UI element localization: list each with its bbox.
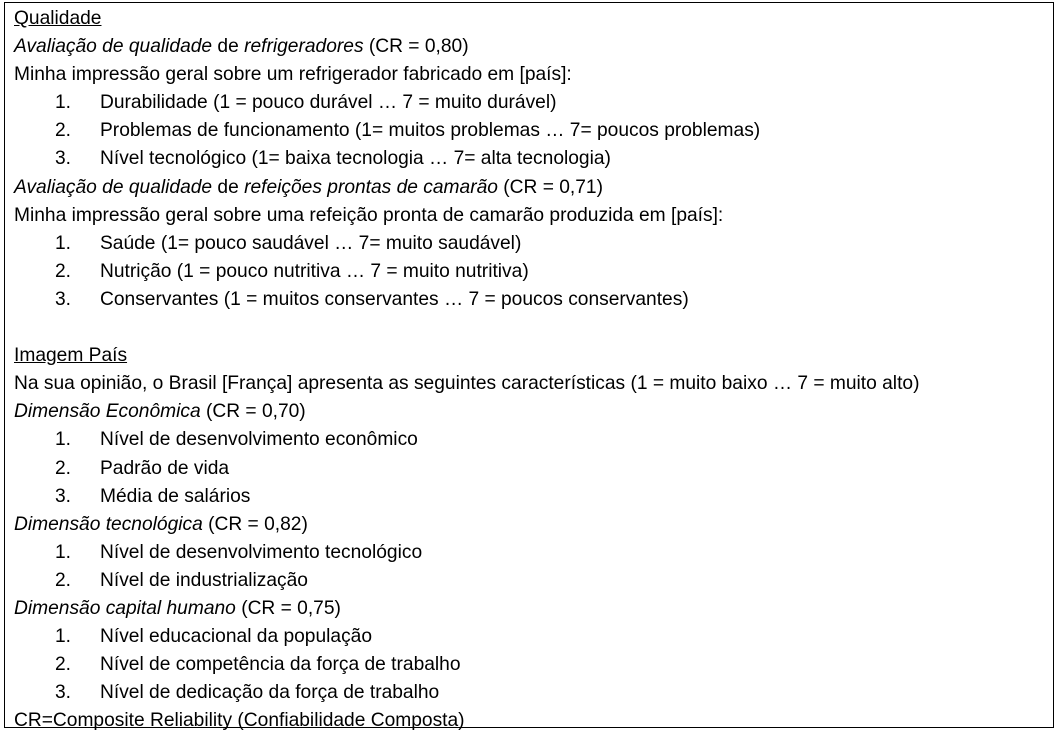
list-item bbox=[14, 89, 1053, 117]
section-spacer bbox=[14, 314, 1053, 342]
item-text: Durabilidade (1 = pouco durável … 7 = muito durável) bbox=[100, 92, 557, 114]
cr-value: (CR = 0,71) bbox=[497, 176, 603, 198]
item-text: Nível educacional da população bbox=[100, 626, 373, 648]
list-item bbox=[14, 426, 1053, 454]
title-italic-a: Avaliação de qualidade bbox=[14, 176, 213, 198]
list-item bbox=[14, 145, 1053, 173]
list-item bbox=[14, 286, 1053, 314]
item-number: 1. bbox=[55, 541, 72, 563]
dimension-name: Dimensão Econômica bbox=[14, 401, 201, 423]
question-prompt: Minha impressão geral sobre uma refeição pronta de camarão produzida em [país]: bbox=[14, 204, 724, 226]
list-item bbox=[14, 651, 1053, 679]
list-item bbox=[14, 539, 1053, 567]
item-text: Nível tecnológico (1= baixa tecnologia … 7= alta tecnologia) bbox=[100, 148, 611, 170]
item-number: 2. bbox=[55, 260, 72, 282]
list-item bbox=[14, 455, 1053, 483]
list-item bbox=[14, 117, 1053, 145]
title-connector: de bbox=[212, 176, 245, 198]
cr-value: (CR = 0,80) bbox=[363, 36, 469, 58]
item-number: 1. bbox=[55, 626, 72, 648]
item-number: 1. bbox=[55, 429, 72, 451]
title-italic-b: refeições prontas de camarão bbox=[244, 176, 498, 198]
title-connector: de bbox=[212, 36, 245, 58]
item-number: 3. bbox=[55, 288, 72, 310]
item-text: Problemas de funcionamento (1= muitos problemas … 7= poucos problemas) bbox=[100, 120, 761, 142]
question-prompt: Minha impressão geral sobre um refrigerador fabricado em [país]: bbox=[14, 64, 572, 86]
dimension-name: Dimensão capital humano bbox=[14, 597, 236, 619]
section-heading-qualidade: Qualidade bbox=[14, 8, 102, 29]
item-number: 1. bbox=[55, 92, 72, 114]
item-text: Nível de desenvolvimento econômico bbox=[100, 429, 418, 451]
list-item bbox=[14, 567, 1053, 595]
footnote: CR=Composite Reliability (Confiabilidade Composta) bbox=[14, 710, 465, 732]
title-italic-a: Avaliação de qualidade bbox=[14, 36, 213, 58]
item-text: Conservantes (1 = muitos conservantes … 7 = poucos conservantes) bbox=[100, 288, 689, 310]
cr-value: (CR = 0,70) bbox=[200, 401, 306, 423]
subsection-title-refrigeradores bbox=[14, 33, 1053, 61]
item-text: Média de salários bbox=[100, 485, 251, 507]
dimension-title-capital-humano bbox=[14, 595, 1053, 623]
item-text: Nível de industrialização bbox=[100, 569, 308, 591]
item-number: 2. bbox=[55, 457, 72, 479]
cr-value: (CR = 0,75) bbox=[235, 597, 341, 619]
dimension-title-tecnologica bbox=[14, 511, 1053, 539]
item-text: Nutrição (1 = pouco nutritiva … 7 = muito nutritiva) bbox=[100, 260, 529, 282]
scale-table-frame bbox=[4, 2, 1054, 732]
title-italic-b: refrigeradores bbox=[244, 36, 364, 58]
item-number: 3. bbox=[55, 485, 72, 507]
item-number: 3. bbox=[55, 148, 72, 170]
question-prompt: Na sua opinião, o Brasil [França] apresenta as seguintes características (1 = muito baixo … 7 = muito alto) bbox=[14, 373, 920, 395]
item-text: Nível de competência da força de trabalho bbox=[100, 654, 461, 676]
item-number: 2. bbox=[55, 120, 72, 142]
list-item bbox=[14, 623, 1053, 651]
item-number: 2. bbox=[55, 654, 72, 676]
list-item bbox=[14, 258, 1053, 286]
dimension-name: Dimensão tecnológica bbox=[14, 513, 203, 535]
dimension-title-economica bbox=[14, 398, 1053, 426]
list-item bbox=[14, 679, 1053, 707]
item-text: Padrão de vida bbox=[100, 457, 230, 479]
item-text: Saúde (1= pouco saudável … 7= muito saudável) bbox=[100, 232, 522, 254]
cr-value: (CR = 0,82) bbox=[202, 513, 308, 535]
section-heading-imagem-pais: Imagem País bbox=[14, 345, 128, 367]
item-number: 1. bbox=[55, 232, 72, 254]
item-number: 3. bbox=[55, 682, 72, 704]
item-text: Nível de dedicação da força de trabalho bbox=[100, 682, 440, 704]
list-item bbox=[14, 483, 1053, 511]
item-text: Nível de desenvolvimento tecnológico bbox=[100, 541, 423, 563]
item-number: 2. bbox=[55, 569, 72, 591]
list-item bbox=[14, 230, 1053, 258]
subsection-title-camarao bbox=[14, 174, 1053, 202]
